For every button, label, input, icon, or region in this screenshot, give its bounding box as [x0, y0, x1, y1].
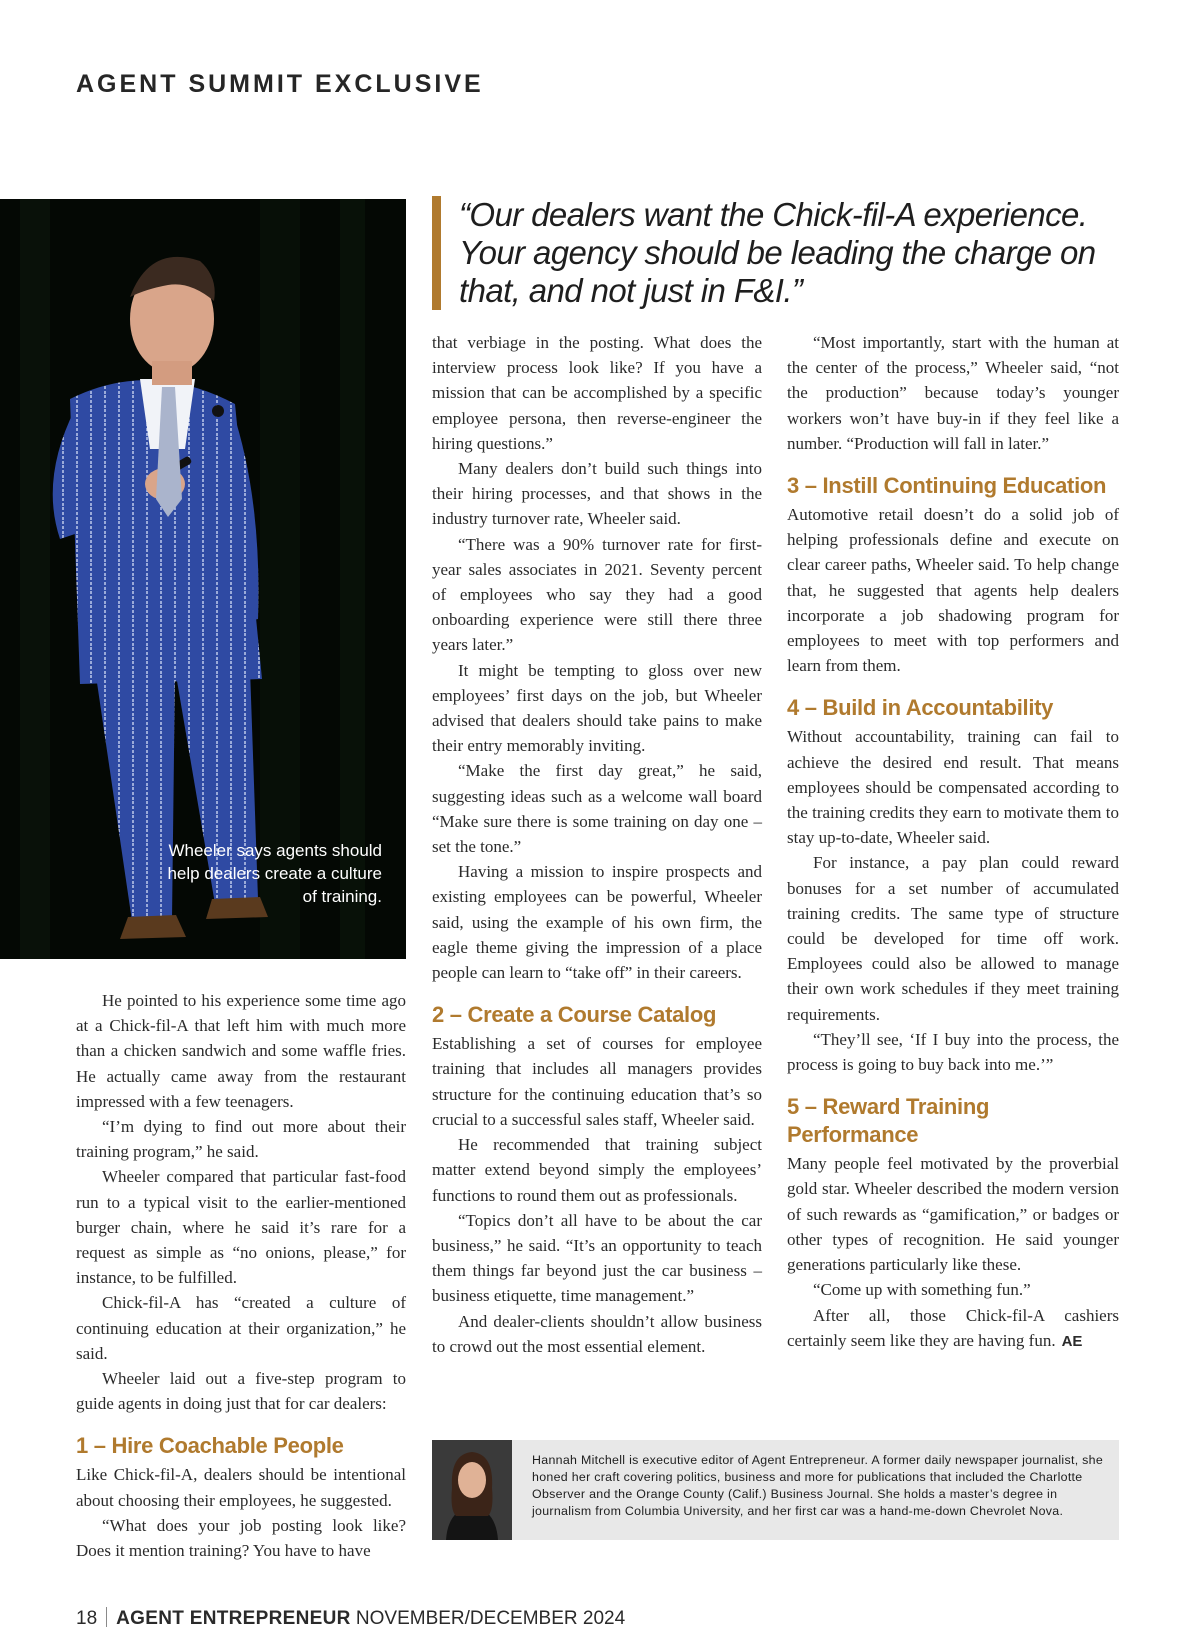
paragraph: He pointed to his experience some time ago at a Chick-fil-A that left him with much more than a chicken sandwich and some waffle fries. He actually came away from the restaurant impressed with a few teenagers.	[76, 991, 406, 1111]
section-heading-4: 4 – Build in Accountability	[787, 695, 1054, 721]
paragraph: Wheeler compared that particular fast-food run to a typical visit to the earlier-mentioned burger chain, where he said it’s rare for a request as simple as “no onions, please,” for instance, to be fulfilled.	[76, 1167, 406, 1288]
paragraph: “What does your job posting look like? Does it mention training? You have to have	[76, 1515, 406, 1561]
author-headshot	[432, 1440, 512, 1540]
paragraph: “I’m dying to find out more about their training program,” he said.	[76, 1117, 406, 1162]
footer-divider	[106, 1607, 107, 1627]
section-heading-2: 2 – Create a Course Catalog	[432, 1002, 717, 1028]
article-column-1	[76, 988, 406, 1563]
end-mark: AE	[1061, 1332, 1083, 1350]
paragraph: “Make the first day great,” he said, suggesting ideas such as a welcome wall board “Make sure there is some training on day one – set the tone.”	[432, 761, 762, 857]
paragraph: Chick-fil-A has “created a culture of continuing education at their organization,” he said.	[76, 1293, 406, 1363]
paragraph: Like Chick-fil-A, dealers should be intentional about choosing their employees, he suggested.	[76, 1465, 406, 1510]
issue-date: NOVEMBER/DECEMBER 2024	[355, 1608, 626, 1629]
section-heading-5: 5 – Reward Training Performance	[787, 1094, 990, 1148]
photo-caption: Wheeler says agents should help dealers create a culture of training.	[167, 841, 382, 906]
paragraph: “They’ll see, ‘If I buy into the process, the process is going to buy back into me.’”	[787, 1029, 1119, 1075]
paragraph	[787, 1303, 1119, 1354]
paragraph: Automotive retail doesn’t do a solid job of helping professionals define and execute on clear career paths, Wheeler said. To help change that, he suggested that agents help dealers incorporate a job shadowing program for employees to meet with top performers and learn from them.	[787, 505, 1119, 676]
speaker-photo	[0, 199, 406, 959]
paragraph: Having a mission to inspire prospects and existing employees can be powerful, Wheeler said, using the example of his own firm, the eagle theme giving the impression of a place people can learn to “take off” in their careers.	[432, 862, 762, 983]
paragraph: Without accountability, training can fail to achieve the desired end result. That means employees should be compensated according to the training credits they earn to motivate them to stay up-to-date, Wheeler said.	[787, 727, 1119, 848]
article-column-2	[432, 330, 762, 1359]
article-column-3	[787, 330, 1119, 1354]
paragraph: Wheeler laid out a five-step program to guide agents in doing just that for car dealers:	[76, 1369, 406, 1414]
pull-quote: “Our dealers want the Chick-fil-A experience. Your agency should be leading the charge on that, and not just in F&I.”	[432, 196, 1132, 310]
author-bio-box	[432, 1440, 1119, 1540]
page-number: 18	[76, 1608, 98, 1629]
paragraph: It might be tempting to gloss over new employees’ first days on the job, but Wheeler advised that dealers should take pains to make their entry memorably inviting.	[432, 660, 762, 756]
paragraph: “Come up with something fun.”	[813, 1280, 1031, 1300]
paragraph: “There was a 90% turnover rate for first-year sales associates in 2021. Seventy percent of employees who say they had a good onboarding experience were still there three years later.”	[432, 534, 762, 655]
author-bio-text: Hannah Mitchell is executive editor of Agent Entrepreneur. A former daily newspaper journalist, she honed her craft covering politics, business and more for publications that included the Charlotte Observer and the Orange County (Calif.) Business Journal. She holds a master’s degree in journalism from Columbia University, and her first car was a hand-me-down Chevrolet Nova.	[532, 1453, 1104, 1518]
author-portrait-illustration	[432, 1440, 512, 1540]
paragraph: Many dealers don’t build such things into their hiring processes, and that shows in the industry turnover rate, Wheeler said.	[432, 459, 762, 529]
paragraph: “Most importantly, start with the human at the center of the process,” Wheeler said, “not the production” because today’s younger workers won’t have buy-in if they feel like a number. “Production will fall in later.”	[787, 333, 1119, 453]
publication-name: AGENT ENTREPRENEUR	[116, 1608, 351, 1629]
paragraph: Establishing a set of courses for employee training that includes all managers provides structure for the continuing education that’s so crucial to a successful sales staff, Wheeler said.	[432, 1034, 762, 1129]
paragraph: He recommended that training subject matter extend beyond simply the employees’ functions to round them out as professionals.	[432, 1135, 762, 1205]
paragraph: Many people feel motivated by the proverbial gold star. Wheeler described the modern version of such rewards as “gamification,” or badges or other types of recognition. He said younger generations particularly like these.	[787, 1154, 1119, 1275]
paragraph: “Topics don’t all have to be about the car business,” he said. “It’s an opportunity to teach them things far beyond just the car business – business etiquette, time management.”	[432, 1210, 762, 1306]
section-kicker: AGENT SUMMIT EXCLUSIVE	[76, 70, 484, 98]
section-heading-3: 3 – Instill Continuing Education	[787, 473, 1107, 499]
paragraph: For instance, a pay plan could reward bonuses for a set number of accumulated training credits. The same type of structure could be developed for time off work. Employees could also be allowed to manage their own work schedules if they meet training requirements.	[787, 853, 1119, 1024]
page-footer	[76, 1607, 625, 1630]
paragraph: that verbiage in the posting. What does the interview process look like? If you have a mission that can be accomplished by a specific employee persona, then reverse-engineer the hiring questions.”	[432, 333, 762, 453]
closing-sentence: After all, those Chick-fil-A cashiers certainly seem like they are having fun.	[787, 1305, 1119, 1350]
paragraph: And dealer-clients shouldn’t allow business to crowd out the most essential element.	[432, 1311, 762, 1356]
section-heading-1: 1 – Hire Coachable People	[76, 1433, 344, 1459]
